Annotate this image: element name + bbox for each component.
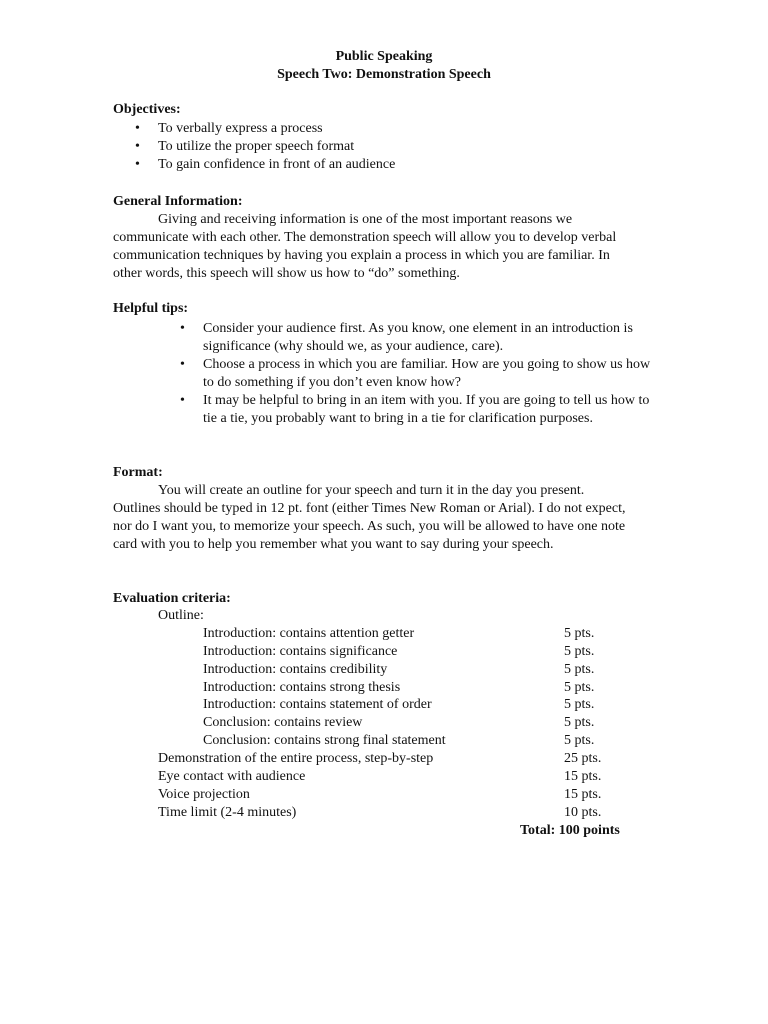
criteria-points: 5 pts. bbox=[564, 715, 595, 730]
helpful-tips-list bbox=[180, 320, 660, 428]
total-points: Total: 100 points bbox=[520, 823, 620, 838]
criteria-label: Conclusion: contains review bbox=[203, 715, 363, 730]
criteria-label: Introduction: contains credibility bbox=[203, 662, 388, 677]
list-item: • Choose a process in which you are familiar. How are you going to show us how to do something if you don’t even know how? bbox=[180, 357, 651, 390]
list-item: • To verbally express a process bbox=[135, 121, 323, 136]
list-item: • To utilize the proper speech format bbox=[135, 139, 355, 154]
outline-label: Outline: bbox=[158, 608, 204, 623]
criteria-label: Time limit (2-4 minutes) bbox=[158, 805, 297, 820]
criteria-label: Eye contact with audience bbox=[158, 769, 306, 784]
general-info-heading: General Information: bbox=[113, 194, 243, 209]
criteria-points: 5 pts. bbox=[564, 626, 595, 641]
document-subtitle: Speech Two: Demonstration Speech bbox=[277, 67, 491, 82]
criteria-points: 5 pts. bbox=[564, 697, 595, 712]
criteria-label: Voice projection bbox=[158, 787, 250, 802]
criteria-points: 5 pts. bbox=[564, 662, 595, 677]
general-info-paragraph: Giving and receiving information is one of the most important reasons we communicate with each other. The demonstration speech will allow you to develop verbal communication techniques by having you explain a process in which you are familiar. In other words, this speech will show us how to “do” something. bbox=[113, 212, 617, 281]
bullet-icon: • bbox=[180, 321, 185, 336]
criteria-points: 15 pts. bbox=[564, 787, 602, 802]
bullet-icon: • bbox=[135, 121, 140, 136]
criteria-label: Introduction: contains statement of order bbox=[203, 697, 432, 712]
format-paragraph: You will create an outline for your speech and turn it in the day you present. Outlines should be typed in 12 pt. font (either Times New Roman or Arial). I do not expect, nor do I want you, to memorize your speech. As such, you will be allowed to have one note card with you to help you remember what you want to say during your speech. bbox=[113, 483, 626, 552]
list-item: • It may be helpful to bring in an item with you. If you are going to tell us how to tie a tie, you probably want to bring in a tie for clarification purposes. bbox=[180, 393, 650, 426]
list-item: • To gain confidence in front of an audience bbox=[135, 157, 396, 172]
evaluation-heading: Evaluation criteria: bbox=[113, 591, 231, 606]
criteria-points: 5 pts. bbox=[564, 733, 595, 748]
format-heading: Format: bbox=[113, 465, 163, 480]
criteria-label: Demonstration of the entire process, step-by-step bbox=[158, 751, 434, 766]
bullet-icon: • bbox=[180, 357, 185, 372]
bullet-icon: • bbox=[135, 157, 140, 172]
bullet-icon: • bbox=[180, 393, 185, 408]
criteria-label: Introduction: contains attention getter bbox=[203, 626, 415, 641]
bullet-icon: • bbox=[135, 139, 140, 154]
criteria-points: 5 pts. bbox=[564, 680, 595, 695]
criteria-label: Introduction: contains strong thesis bbox=[203, 680, 401, 695]
criteria-label: Introduction: contains significance bbox=[203, 644, 398, 659]
list-item: • Consider your audience first. As you know, one element in an introduction is significance (why should we, as your audience, care). bbox=[180, 321, 633, 354]
criteria-points: 10 pts. bbox=[564, 805, 602, 820]
criteria-points: 5 pts. bbox=[564, 644, 595, 659]
helpful-tips-heading: Helpful tips: bbox=[113, 301, 189, 316]
document-title: Public Speaking bbox=[335, 49, 433, 64]
objectives-heading: Objectives: bbox=[113, 102, 181, 117]
criteria-points: 15 pts. bbox=[564, 769, 602, 784]
objectives-list bbox=[135, 120, 555, 174]
criteria-points: 25 pts. bbox=[564, 751, 602, 766]
criteria-label: Conclusion: contains strong final statement bbox=[203, 733, 446, 748]
